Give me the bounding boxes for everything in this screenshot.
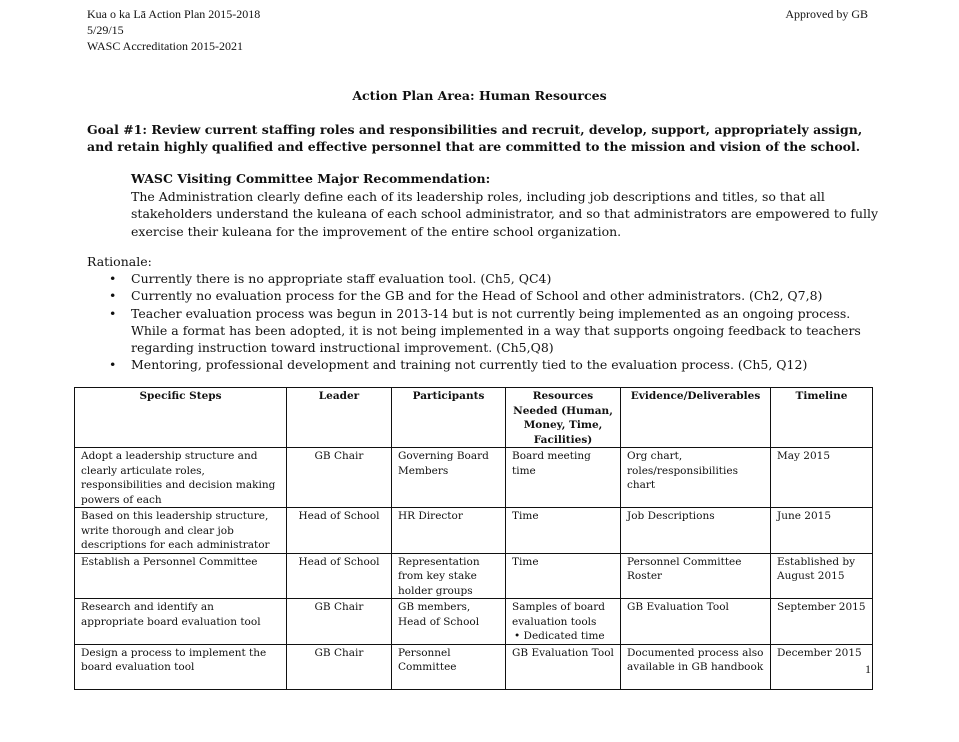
column-header-resources: Resources Needed (Human, Money, Time, Facilities): [506, 388, 621, 448]
rationale-label: Rationale:: [87, 254, 152, 269]
cell-step: Establish a Personnel Committee: [75, 553, 287, 599]
cell-leader: Head of School: [287, 508, 392, 554]
bullet-icon: •: [109, 271, 117, 287]
column-header-evidence: Evidence/Deliverables: [621, 388, 771, 448]
header-date: 5/29/15: [87, 23, 124, 37]
bullet-icon: •: [514, 630, 521, 642]
bullet-icon: •: [109, 288, 117, 304]
table-row: [75, 644, 873, 689]
cell-evidence: Personnel Committee Roster: [621, 553, 771, 599]
header-plan-title: Kua o ka Lā Action Plan 2015-2018: [87, 7, 261, 21]
table-row: [75, 553, 873, 599]
resources-bullet-item: • Dedicated time: [514, 630, 605, 642]
cell-timeline: September 2015: [771, 599, 873, 645]
cell-evidence: Documented process also available in GB handbook: [621, 644, 771, 689]
rationale-section: [87, 253, 877, 373]
goal-statement: Goal #1: Review current staffing roles and responsibilities and recruit, develop, support, appropriately assign, and retain highly qualified and effective personnel that are committed to the mission and vision of the school.: [87, 122, 863, 154]
rationale-item: • Teacher evaluation process was begun in 2013-14 but is not currently being implemented as an ongoing process. While a format has been adopted, it is not being implemented in a way that supports ongoing feedback to teachers regarding instruction toward instructional improvement. (Ch5,Q8): [109, 305, 861, 356]
cell-resources: Board meeting time: [506, 448, 621, 508]
header-left: [87, 6, 260, 54]
rationale-item: • Currently there is no appropriate staff evaluation tool. (Ch5, QC4): [109, 271, 552, 287]
table-row: [75, 508, 873, 554]
wasc-recommendation: [131, 170, 879, 240]
column-header-steps: Specific Steps: [75, 388, 287, 448]
cell-participants: HR Director: [392, 508, 506, 554]
cell-evidence: GB Evaluation Tool: [621, 599, 771, 645]
wasc-text: The Administration clearly define each of its leadership roles, including job descriptions and titles, so that all stakeholders understand the kuleana of each school administrator, and so that administrators are empowered to fully exercise their kuleana for the improvement of the entire school organization.: [131, 188, 879, 239]
cell-participants: GB members, Head of School: [392, 599, 506, 645]
header-accreditation: WASC Accreditation 2015-2021: [87, 39, 243, 53]
cell-timeline: May 2015: [771, 448, 873, 508]
cell-timeline: December 2015: [771, 644, 873, 689]
table-row: [75, 448, 873, 508]
cell-timeline: June 2015: [771, 508, 873, 554]
bullet-icon: •: [109, 305, 117, 321]
cell-step: Design a process to implement the board evaluation tool: [75, 644, 287, 689]
cell-leader: GB Chair: [287, 644, 392, 689]
header-approval: Approved by GB: [785, 7, 868, 21]
wasc-heading: WASC Visiting Committee Major Recommendation:: [131, 171, 491, 186]
column-header-timeline: Timeline: [771, 388, 873, 448]
rationale-item: • Mentoring, professional development and training not currently tied to the evaluation process. (Ch5, Q12): [109, 357, 808, 373]
cell-leader: GB Chair: [287, 448, 392, 508]
cell-participants: Governing Board Members: [392, 448, 506, 508]
cell-participants: Representation from key stake holder groups: [392, 553, 506, 599]
cell-leader: GB Chair: [287, 599, 392, 645]
rationale-item: • Currently no evaluation process for the GB and for the Head of School and other administrators. (Ch2, Q7,8): [109, 288, 823, 304]
action-plan-table: [74, 387, 873, 690]
cell-evidence: Job Descriptions: [621, 508, 771, 554]
resources-text: Samples of board evaluation tools: [512, 601, 606, 628]
cell-step: Based on this leadership structure, write thorough and clear job descriptions for each administrator: [75, 508, 287, 554]
cell-resources: Time: [506, 553, 621, 599]
cell-resources: [506, 599, 621, 645]
table-header-row: [75, 388, 873, 448]
cell-step: Research and identify an appropriate board evaluation tool: [75, 599, 287, 645]
page-number: 1: [865, 662, 871, 676]
column-header-participants: Participants: [392, 388, 506, 448]
cell-participants: Personnel Committee: [392, 644, 506, 689]
cell-leader: Head of School: [287, 553, 392, 599]
cell-timeline: Established by August 2015: [771, 553, 873, 599]
column-header-leader: Leader: [287, 388, 392, 448]
bullet-icon: •: [109, 357, 117, 373]
cell-resources: GB Evaluation Tool: [506, 644, 621, 689]
table-row: [75, 599, 873, 645]
cell-resources: Time: [506, 508, 621, 554]
cell-step: Adopt a leadership structure and clearly articulate roles, responsibilities and decision making powers of each: [75, 448, 287, 508]
cell-evidence: Org chart, roles/responsibilities chart: [621, 448, 771, 508]
rationale-list: [87, 270, 877, 373]
page-title: Action Plan Area: Human Resources: [352, 88, 607, 103]
